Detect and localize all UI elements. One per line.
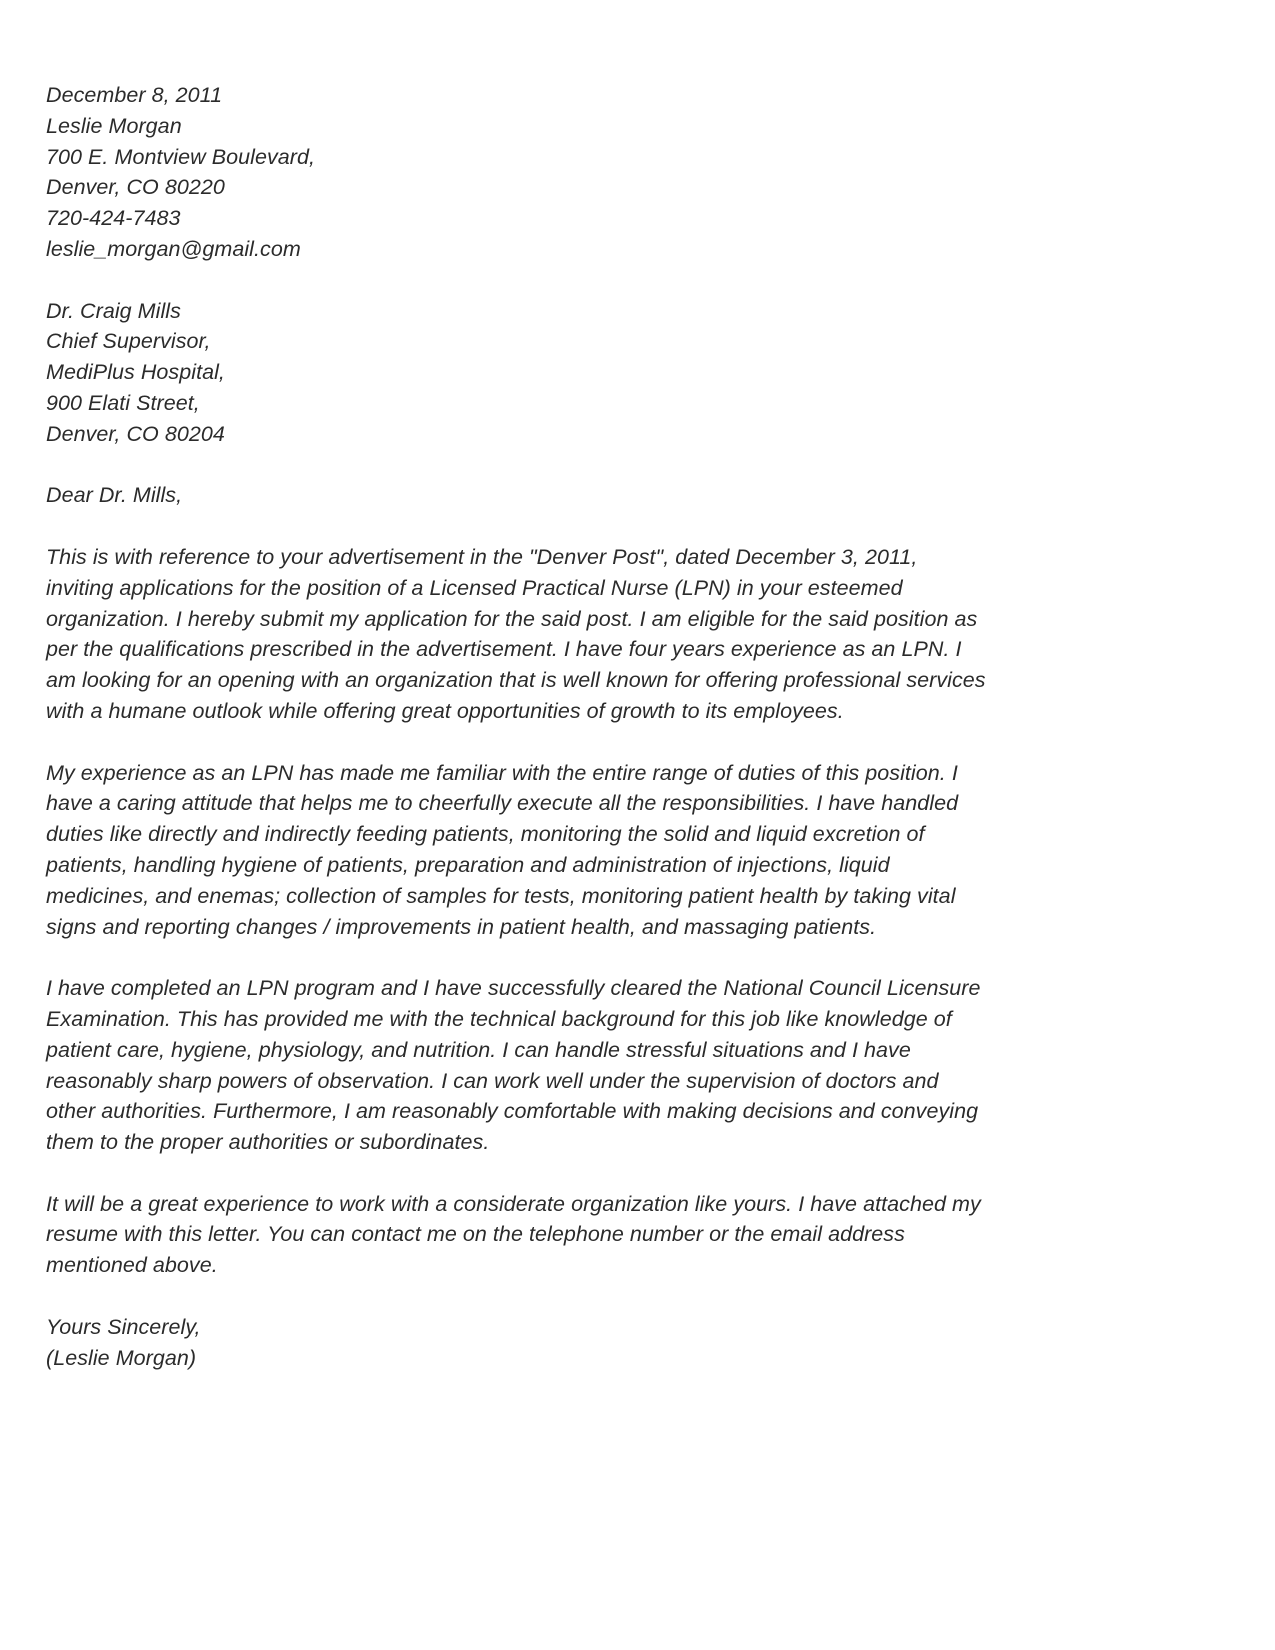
paragraph-line: signs and reporting changes / improvements in patient health, and massaging patients. [46, 914, 877, 939]
body-paragraph-2 [46, 758, 1236, 943]
spacer [46, 942, 1236, 973]
spacer [46, 511, 1236, 542]
closing-block [46, 1312, 1236, 1374]
paragraph-line: mentioned above. [46, 1253, 218, 1278]
sender-phone: 720-424-7483 [46, 206, 181, 231]
recipient-title: Chief Supervisor, [46, 329, 211, 354]
recipient-name: Dr. Craig Mills [46, 298, 181, 323]
salutation-block [46, 480, 1236, 511]
spacer [46, 1158, 1236, 1189]
closing: Yours Sincerely, [46, 1314, 201, 1339]
paragraph-line: patients, handling hygiene of patients, preparation and administration of injections, liquid [46, 852, 890, 877]
paragraph-line: patient care, hygiene, physiology, and nutrition. I can handle stressful situations and I have [46, 1037, 911, 1062]
paragraph-line: medicines, and enemas; collection of samples for tests, monitoring patient health by taking vital [46, 883, 956, 908]
spacer [46, 265, 1236, 296]
sender-name: Leslie Morgan [46, 113, 182, 138]
signature: (Leslie Morgan) [46, 1345, 197, 1370]
paragraph-line: reasonably sharp powers of observation. I can work well under the supervision of doctors and [46, 1068, 939, 1093]
body-paragraph-1 [46, 542, 1236, 727]
paragraph-line: Examination. This has provided me with the technical background for this job like knowledge of [46, 1006, 952, 1031]
paragraph-line: have a caring attitude that helps me to cheerfully execute all the responsibilities. I have handled [46, 791, 959, 816]
paragraph-line: My experience as an LPN has made me familiar with the entire range of duties of this position. I [46, 760, 958, 785]
spacer [46, 727, 1236, 758]
letter-date: December 8, 2011 [46, 83, 223, 107]
paragraph-line: resume with this letter. You can contact me on the telephone number or the email address [46, 1222, 905, 1247]
spacer [46, 1281, 1236, 1312]
paragraph-line: inviting applications for the position of a Licensed Practical Nurse (LPN) in your esteemed [46, 575, 903, 600]
sender-city-state-zip: Denver, CO 80220 [46, 175, 225, 200]
recipient-block [46, 296, 1236, 450]
paragraph-line: other authorities. Furthermore, I am reasonably comfortable with making decisions and conveying [46, 1099, 979, 1124]
recipient-organization: MediPlus Hospital, [46, 360, 225, 385]
paragraph-line: I have completed an LPN program and I have successfully cleared the National Council Licensure [46, 976, 981, 1001]
salutation: Dear Dr. Mills, [46, 483, 183, 508]
sender-email: leslie_morgan@gmail.com [46, 236, 301, 261]
paragraph-line: per the qualifications prescribed in the advertisement. I have four years experience as an LPN. I [46, 637, 962, 662]
recipient-street: 900 Elati Street, [46, 390, 200, 415]
cover-letter [46, 80, 1236, 1373]
body-paragraph-3 [46, 973, 1236, 1158]
paragraph-line: organization. I hereby submit my application for the said post. I am eligible for the said position as [46, 606, 978, 631]
sender-block [46, 80, 1236, 265]
body-paragraph-4 [46, 1189, 1236, 1281]
paragraph-line: with a humane outlook while offering great opportunities of growth to its employees. [46, 698, 844, 723]
paragraph-line: This is with reference to your advertisement in the "Denver Post", dated December 3, 2011, [46, 544, 918, 569]
spacer [46, 450, 1236, 481]
paragraph-line: duties like directly and indirectly feeding patients, monitoring the solid and liquid excretion of [46, 822, 925, 847]
paragraph-line: am looking for an opening with an organization that is well known for offering professional services [46, 668, 986, 693]
sender-street: 700 E. Montview Boulevard, [46, 144, 315, 169]
recipient-city-state-zip: Denver, CO 80204 [46, 421, 225, 446]
paragraph-line: them to the proper authorities or subordinates. [46, 1130, 490, 1155]
paragraph-line: It will be a great experience to work with a considerate organization like yours. I have attached my [46, 1191, 981, 1216]
